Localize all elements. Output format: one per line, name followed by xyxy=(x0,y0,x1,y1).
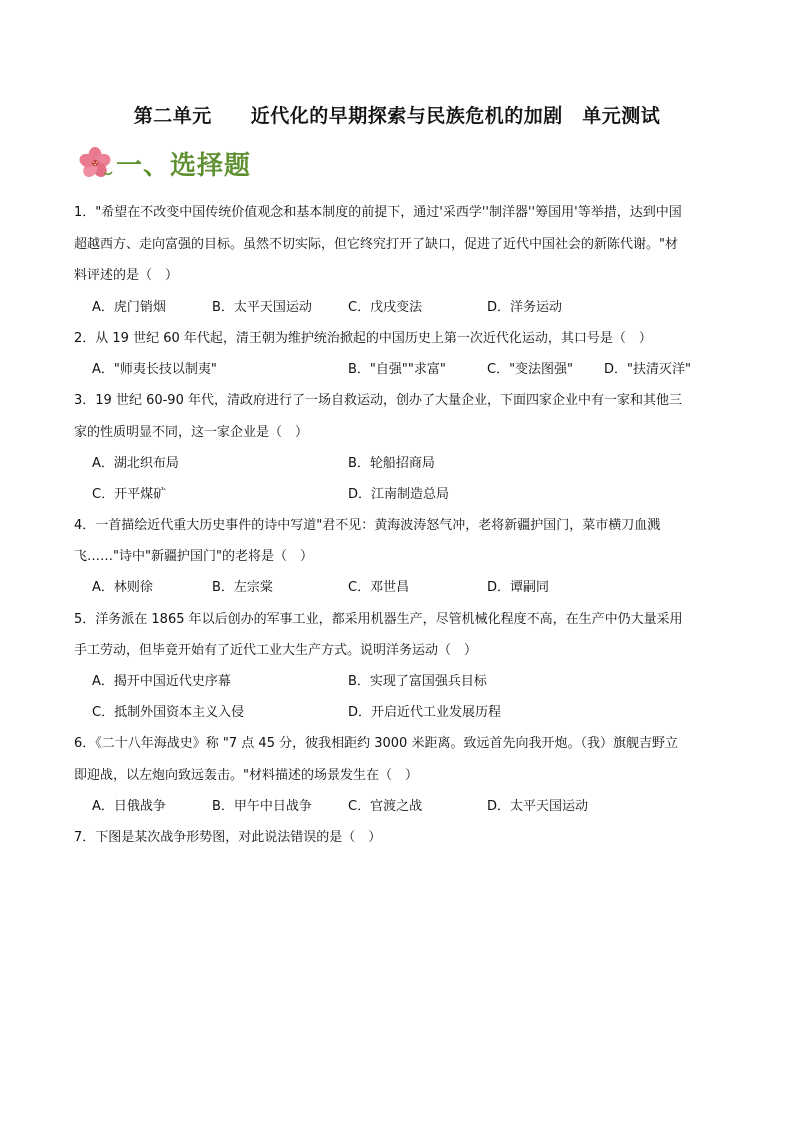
question-5-option-c: C．抵制外国资本主义入侵 xyxy=(92,705,245,720)
question-6-option-d: D．太平天国运动 xyxy=(487,799,589,814)
question-3-line-1: 3．19 世纪 60-90 年代，清政府进行了一场自救运动，创办了大量企业，下面四家企业中有一家和其他三 xyxy=(74,393,682,408)
question-3-line-2: 家的性质明显不同，这一家企业是（ ） xyxy=(74,425,309,440)
question-1-option-b: B．太平天国运动 xyxy=(212,300,312,315)
question-4-line-2: 飞……"诗中"新疆护国门"的老将是（ ） xyxy=(74,549,313,564)
question-2-option-b: B．"自强""求富" xyxy=(348,362,446,377)
section-header xyxy=(78,146,251,180)
question-5-option-b: B．实现了富国强兵目标 xyxy=(348,674,487,689)
question-6-option-c: C．官渡之战 xyxy=(348,799,423,814)
question-4-option-b: B．左宗棠 xyxy=(212,580,273,595)
question-3-option-a: A．湖北织布局 xyxy=(92,456,179,471)
question-1-option-a: A．虎门销烟 xyxy=(92,300,166,315)
question-2-option-d: D．"扶清灭洋" xyxy=(604,362,691,377)
section-title: 一、选择题 xyxy=(116,150,252,181)
question-1-line-3: 料评述的是（ ） xyxy=(74,268,179,283)
question-1-line-1: 1．"希望在不改变中国传统价值观念和基本制度的前提下，通过'采西学''制洋器''筹国用'等举措，达到中国 xyxy=(74,205,682,220)
question-4-option-a: A．林则徐 xyxy=(92,580,153,595)
question-2-option-c: C．"变法图强" xyxy=(487,362,574,377)
question-6-option-a: A．日俄战争 xyxy=(92,799,166,814)
question-6-line-2: 即迎战，以左炮向致远轰击。"材料描述的场景发生在（ ） xyxy=(74,768,418,783)
question-2-line-1: 2．从 19 世纪 60 年代起，清王朝为维护统治掀起的中国历史上第一次近代化运动，其口号是（ ） xyxy=(74,331,652,346)
question-4-line-1: 4．一首描绘近代重大历史事件的诗中写道"君不见：黄海波涛怒气冲，老将新疆护国门，菜市横刀血溅 xyxy=(74,518,661,533)
question-2-option-a: A．"师夷长技以制夷" xyxy=(92,362,217,377)
question-7-line-1: 7．下图是某次战争形势图，对此说法错误的是（ ） xyxy=(74,830,382,845)
flower-icon xyxy=(78,146,114,180)
question-5-line-1: 5．洋务派在 1865 年以后创办的军事工业，都采用机器生产，尽管机械化程度不高，在生产中仍大量采用 xyxy=(74,612,683,627)
question-6-line-1: 6．《二十八年海战史》称 "7 点 45 分，彼我相距约 3000 米距离。致远首先向我开炮。（我）旗舰吉野立 xyxy=(74,736,678,751)
question-3-option-c: C．开平煤矿 xyxy=(92,487,167,502)
question-1-line-2: 超越西方、走向富强的目标。虽然不切实际，但它终究打开了缺口，促进了近代中国社会的新陈代谢。"材 xyxy=(74,237,678,252)
question-3-option-d: D．江南制造总局 xyxy=(348,487,450,502)
question-1-option-c: C．戊戌变法 xyxy=(348,300,423,315)
question-1-option-d: D．洋务运动 xyxy=(487,300,563,315)
question-5-option-a: A．揭开中国近代史序幕 xyxy=(92,674,231,689)
question-4-option-d: D．谭嗣同 xyxy=(487,580,550,595)
question-5-option-d: D．开启近代工业发展历程 xyxy=(348,705,502,720)
question-6-option-b: B．甲午中日战争 xyxy=(212,799,312,814)
question-3-option-b: B．轮船招商局 xyxy=(348,456,435,471)
page-title: 第二单元 近代化的早期探索与民族危机的加剧 单元测试 xyxy=(133,105,661,127)
question-5-line-2: 手工劳动，但毕竟开始有了近代工业大生产方式。说明洋务运动（ ） xyxy=(74,643,478,658)
question-4-option-c: C．邓世昌 xyxy=(348,580,410,595)
